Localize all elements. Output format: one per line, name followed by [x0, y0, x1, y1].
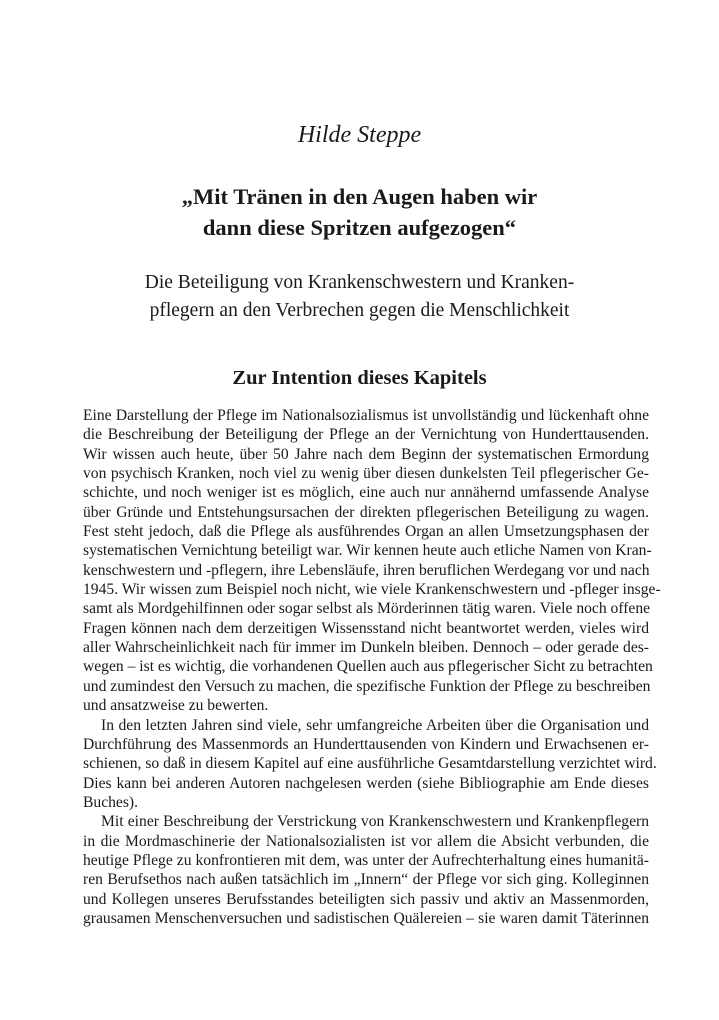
author-name: Hilde Steppe [297, 122, 422, 148]
text-line: in die Mordmaschinerie der Nationalsozialisten ist vor allem die Absicht verbunden, die [83, 832, 649, 850]
text-line: Fragen können nach dem derzeitigen Wissensstand nicht beantwortet werden, vieles wird [83, 619, 649, 637]
chapter-subtitle-line: Die Beteiligung von Krankenschwestern und Kranken- [144, 272, 575, 293]
text-line: Eine Darstellung der Pflege im Nationalsozialismus ist unvollständig und lückenhaft ohne [83, 407, 649, 424]
text-line: heutige Pflege zu konfrontieren mit dem, was unter der Aufrechterhaltung eines humanitä- [83, 851, 649, 869]
paragraph [83, 716, 657, 813]
text-line: von psychisch Kranken, noch viel zu wenig über diesen dunkelsten Teil pflegerischer Ge- [83, 465, 649, 483]
chapter-title-line: „Mit Tränen in den Augen haben wir [181, 184, 538, 209]
paragraph [83, 812, 649, 928]
text-line: samt als Mordgehilfinnen oder sogar selbst als Mörderinnen tätig waren. Viele noch offene [83, 600, 651, 618]
chapter-subtitle [0, 269, 719, 325]
text-line: wegen – ist es wichtig, die vorhandenen Quellen auch aus pflegerischer Sicht zu betrachten [83, 658, 653, 676]
text-line: In den letzten Jahren sind viele, sehr umfangreiche Arbeiten über die Organisation und [101, 716, 649, 734]
text-line: Fest steht jedoch, daß die Pflege als ausführendes Organ an allen Umsetzungsphasen der [83, 523, 649, 541]
text-line: aller Wahrscheinlichkeit nach für immer im Dunkeln bleiben. Dennoch – oder gerade des- [83, 639, 649, 657]
text-line: grausamen Menschenversuchen und sadistischen Quälereien – sie waren damit Täterinnen [83, 909, 649, 927]
text-line: und ansatzweise zu bewerten. [83, 697, 269, 715]
section-heading: Zur Intention dieses Kapitels [232, 367, 487, 389]
text-line: schichte, und noch weniger ist es möglich, eine auch nur annähernd umfassende Analyse [83, 484, 649, 502]
chapter-title-line: dann diese Spritzen aufgezogen“ [202, 215, 517, 240]
chapter-subtitle-line: pflegern an den Verbrechen gegen die Menschlichkeit [149, 300, 570, 321]
paragraph [83, 406, 661, 716]
text-line: und Kollegen unseres Berufsstandes beteiligten sich passiv und aktiv an Massenmorden, [83, 890, 649, 908]
text-line: ren Berufsethos nach außen tatsächlich im „Innern“ der Pflege vor sich ging. Kolleginnen [83, 871, 649, 889]
text-line: Buches). [83, 793, 138, 811]
text-line: die Beschreibung der Beteiligung der Pflege an der Vernichtung von Hunderttausenden. [83, 426, 649, 444]
text-line: Durchführung des Massenmords an Hunderttausenden von Kindern und Erwachsenen er- [83, 735, 649, 753]
text-line: 1945. Wir wissen zum Beispiel noch nicht, wie viele Krankenschwestern und -pfleger insge- [83, 581, 661, 599]
chapter-title [0, 181, 719, 243]
text-line: Wir wissen auch heute, über 50 Jahre nach dem Beginn der systematischen Ermordung [83, 445, 649, 463]
text-line: Mit einer Beschreibung der Verstrickung von Krankenschwestern und Krankenpflegern [101, 813, 649, 831]
body-text [83, 406, 661, 928]
text-line: und zumindest den Versuch zu machen, die spezifische Funktion der Pflege zu beschreiben [83, 677, 651, 695]
text-line: Dies kann bei anderen Autoren nachgelesen werden (siehe Bibliographie am Ende dieses [83, 774, 649, 792]
text-line: systematischen Vernichtung beteiligt war. Wir kennen heute auch etliche Namen von Kran- [83, 542, 652, 560]
text-line: schienen, so daß in diesem Kapitel auf eine ausführliche Gesamtdarstellung verzichtet wird. [83, 755, 657, 773]
text-line: kenschwestern und -pflegern, ihre Lebensläufe, ihren beruflichen Werdegang vor und nach [83, 561, 650, 579]
text-line: über Gründe und Entstehungsursachen der direkten pflegerischen Beteiligung zu wagen. [83, 503, 649, 521]
